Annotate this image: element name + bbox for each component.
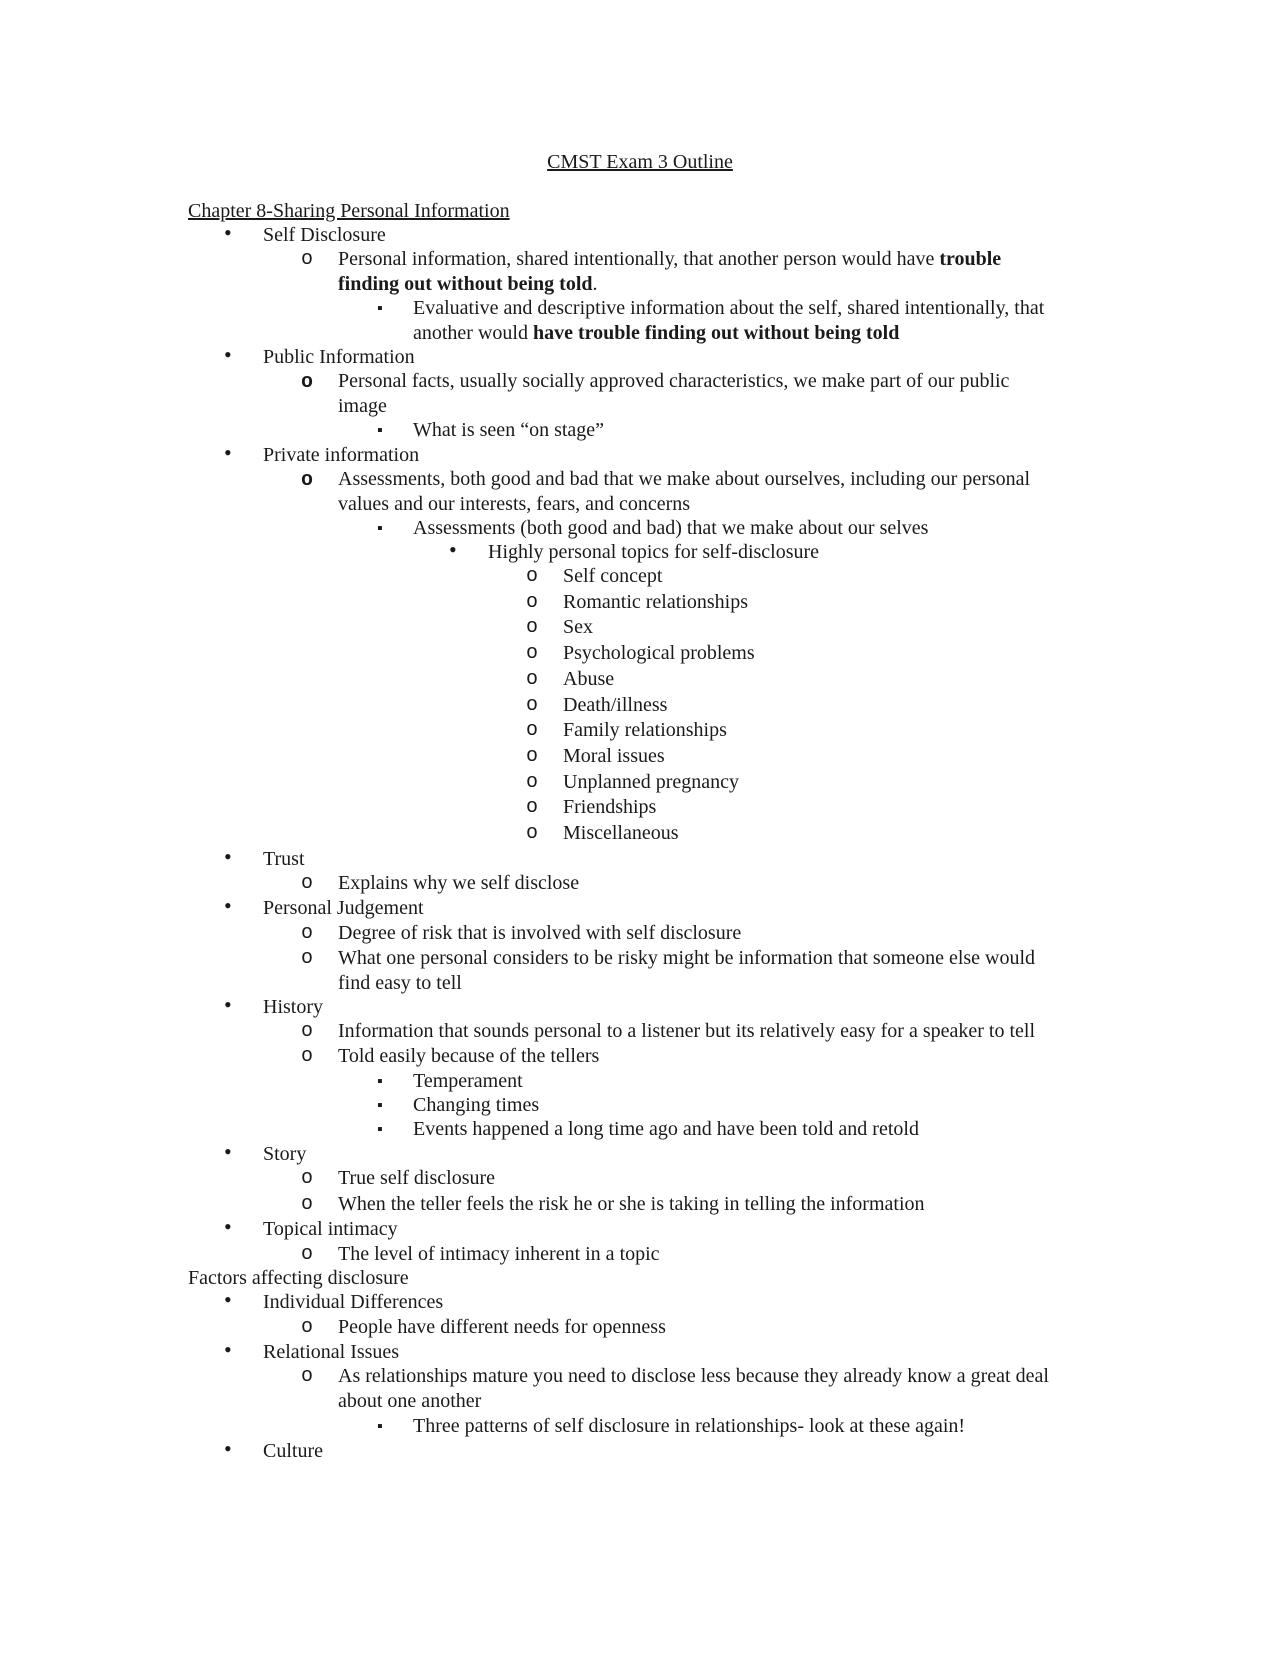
circle-bullet-icon (526, 743, 538, 770)
self-disclosure-definition-line2: finding out without being told. (338, 273, 598, 295)
history-item: Changing times (413, 1094, 540, 1116)
circle-bullet-icon (301, 467, 313, 494)
bullet-icon (449, 538, 457, 564)
public-info-sub: What is seen “on stage” (413, 419, 605, 441)
circle-bullet-icon (301, 920, 313, 947)
bullet-icon (224, 1338, 232, 1364)
circle-bullet-icon (301, 1165, 313, 1192)
circle-bullet-icon (526, 589, 538, 616)
topic-item: Moral issues (563, 745, 665, 767)
private-info-sub: Assessments (both good and bad) that we make about our selves (413, 517, 929, 539)
square-bullet-icon (377, 1116, 383, 1143)
topic-item: Self concept (563, 565, 663, 587)
individual-label: Individual Differences (263, 1291, 444, 1313)
circle-bullet-icon (301, 1043, 313, 1070)
history-label: History (263, 996, 323, 1018)
history-sub2: Told easily because of the tellers (338, 1045, 600, 1067)
topic-item: Sex (563, 616, 593, 638)
circle-bullet-icon (301, 246, 313, 273)
circle-bullet-icon (526, 666, 538, 693)
document-title: CMST Exam 3 Outline (547, 151, 733, 173)
individual-sub: People have different needs for openness (338, 1316, 666, 1338)
bullet-icon (224, 1215, 232, 1241)
topic-item: Friendships (563, 796, 657, 818)
circle-bullet-icon (526, 692, 538, 719)
bullet-icon (224, 894, 232, 920)
factors-heading: Factors affecting disclosure (188, 1267, 409, 1289)
circle-bullet-icon (526, 614, 538, 641)
private-info-label: Private information (263, 444, 420, 466)
self-disclosure-definition-line1: Personal information, shared intentionally, that another person would have trouble (338, 248, 1002, 270)
bullet-icon (224, 221, 232, 247)
private-info-line2: values and our interests, fears, and concerns (338, 493, 691, 515)
public-info-line2: image (338, 395, 387, 417)
topic-item: Abuse (563, 668, 615, 690)
topical-label: Topical intimacy (263, 1218, 398, 1240)
judgement-sub2-line2: find easy to tell (338, 972, 462, 994)
circle-bullet-icon (526, 640, 538, 667)
bullet-icon (224, 1437, 232, 1463)
square-bullet-icon (377, 417, 383, 444)
topic-item: Family relationships (563, 719, 727, 741)
relational-line1: As relationships mature you need to disclose less because they already know a great deal (338, 1365, 1049, 1387)
history-item: Events happened a long time ago and have been told and retold (413, 1118, 919, 1140)
square-bullet-icon (377, 1068, 383, 1095)
square-bullet-icon (377, 1092, 383, 1119)
judgement-sub1: Degree of risk that is involved with self disclosure (338, 922, 742, 944)
private-info-line1: Assessments, both good and bad that we make about ourselves, including our personal (338, 468, 1031, 490)
bullet-icon (224, 845, 232, 871)
story-label: Story (263, 1143, 307, 1165)
circle-bullet-icon (526, 563, 538, 590)
circle-bullet-icon (526, 794, 538, 821)
circle-bullet-icon (301, 1191, 313, 1218)
circle-bullet-icon (526, 820, 538, 847)
topic-item: Unplanned pregnancy (563, 771, 740, 793)
relational-sub: Three patterns of self disclosure in relationships- look at these again! (413, 1415, 966, 1437)
bullet-icon (224, 441, 232, 467)
judgement-label: Personal Judgement (263, 897, 424, 919)
chapter-heading: Chapter 8-Sharing Personal Information (188, 200, 510, 222)
history-sub1: Information that sounds personal to a listener but its relatively easy for a speaker to tell (338, 1020, 1036, 1042)
circle-bullet-icon (301, 870, 313, 897)
circle-bullet-icon (301, 1018, 313, 1045)
square-bullet-icon (377, 295, 383, 322)
story-sub1: True self disclosure (338, 1167, 496, 1189)
self-disclosure-sub-line1: Evaluative and descriptive information about the self, shared intentionally, that (413, 297, 1045, 319)
topics-heading: Highly personal topics for self-disclosure (488, 541, 820, 563)
culture-label: Culture (263, 1440, 323, 1462)
trust-label: Trust (263, 848, 305, 870)
topic-item: Psychological problems (563, 642, 755, 664)
self-disclosure-sub-line2: another would have trouble finding out without being told (413, 322, 900, 344)
circle-bullet-icon (526, 717, 538, 744)
relational-line2: about one another (338, 1390, 482, 1412)
public-info-label: Public Information (263, 346, 415, 368)
circle-bullet-icon (301, 945, 313, 972)
story-sub2: When the teller feels the risk he or she is taking in telling the information (338, 1193, 925, 1215)
self-disclosure-label: Self Disclosure (263, 224, 386, 246)
circle-bullet-icon (301, 369, 313, 396)
history-item: Temperament (413, 1070, 523, 1092)
topic-item: Romantic relationships (563, 591, 748, 613)
trust-sub: Explains why we self disclose (338, 872, 580, 894)
bullet-icon (224, 1288, 232, 1314)
topic-item: Miscellaneous (563, 822, 679, 844)
circle-bullet-icon (301, 1241, 313, 1268)
topical-sub: The level of intimacy inherent in a topic (338, 1243, 660, 1265)
judgement-sub2-line1: What one personal considers to be risky might be information that someone else would (338, 947, 1036, 969)
bullet-icon (224, 993, 232, 1019)
circle-bullet-icon (526, 769, 538, 796)
bullet-icon (224, 1140, 232, 1166)
square-bullet-icon (377, 515, 383, 542)
relational-label: Relational Issues (263, 1341, 400, 1363)
square-bullet-icon (377, 1413, 383, 1440)
circle-bullet-icon (301, 1363, 313, 1390)
bullet-icon (224, 343, 232, 369)
topic-item: Death/illness (563, 694, 668, 716)
circle-bullet-icon (301, 1314, 313, 1341)
public-info-line1: Personal facts, usually socially approved characteristics, we make part of our public (338, 370, 1010, 392)
